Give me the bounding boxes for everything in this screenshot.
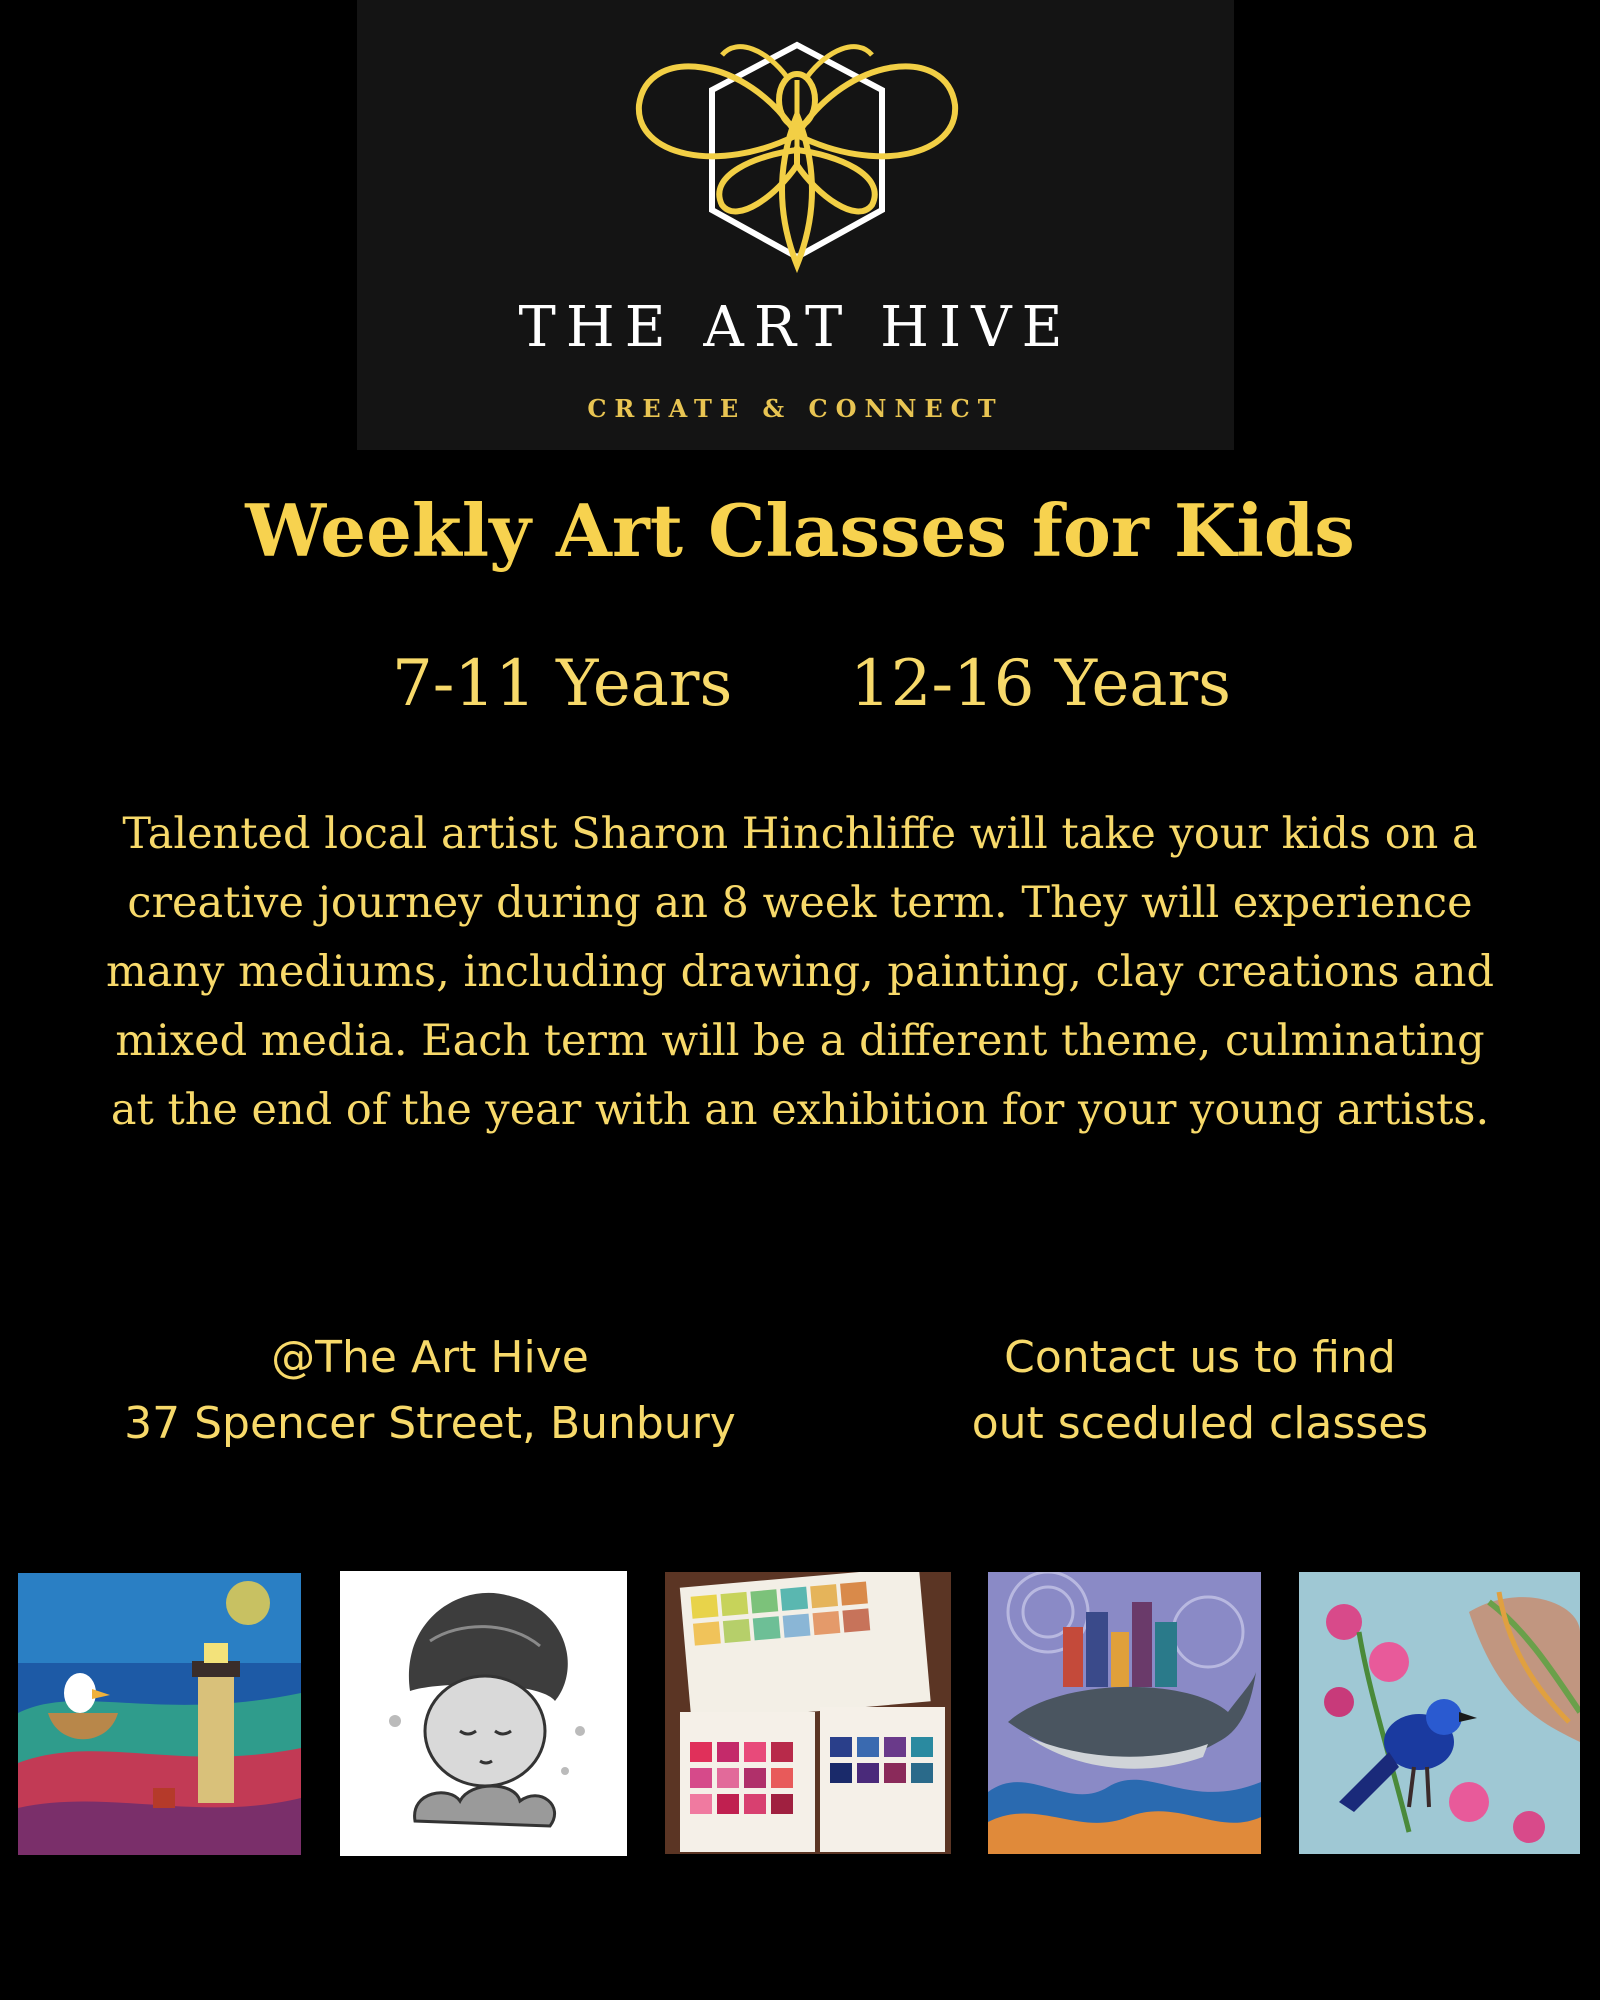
gallery-image-whale xyxy=(988,1572,1261,1854)
brand-name: THE ART HIVE xyxy=(518,295,1073,360)
gallery-image-child-drawing xyxy=(340,1571,627,1856)
class-description: Talented local artist Sharon Hinchliffe will take your kids on a creative journey during an 8 week term. They will experience many mediums, including drawing, painting, clay creations and mixed media. Each term will be a different theme, culminating at the end of the year with an exhibition for your young artists. xyxy=(106,809,1494,1135)
colour-swatch-charts-icon xyxy=(665,1572,951,1854)
location-address: 37 Spencer Street, Bunbury xyxy=(124,1398,736,1449)
gallery-image-lighthouse xyxy=(18,1573,301,1855)
lighthouse-seagull-painting-icon xyxy=(18,1573,301,1855)
gallery-image-colour-swatches xyxy=(665,1572,951,1854)
page-title: Weekly Art Classes for Kids xyxy=(245,488,1355,573)
logo-banner xyxy=(357,0,1234,450)
whale-city-painting-icon xyxy=(988,1572,1261,1854)
contact-block xyxy=(900,1325,1500,1457)
bee-hexagon-logo-icon xyxy=(627,25,967,275)
fairy-wren-flowers-painting-icon xyxy=(1299,1572,1580,1854)
location-venue: @The Art Hive xyxy=(271,1332,589,1383)
contact-line-2: out sceduled classes xyxy=(971,1398,1429,1449)
gallery-image-wren xyxy=(1299,1572,1580,1854)
brand-tagline: CREATE & CONNECT xyxy=(587,394,1004,423)
dreaming-child-drawing-icon xyxy=(340,1571,627,1856)
age-group-junior: 7-11 Years xyxy=(392,647,733,721)
contact-line-1: Contact us to find xyxy=(1004,1332,1396,1383)
location-block xyxy=(100,1325,760,1457)
age-group-senior: 12-16 Years xyxy=(850,647,1231,721)
